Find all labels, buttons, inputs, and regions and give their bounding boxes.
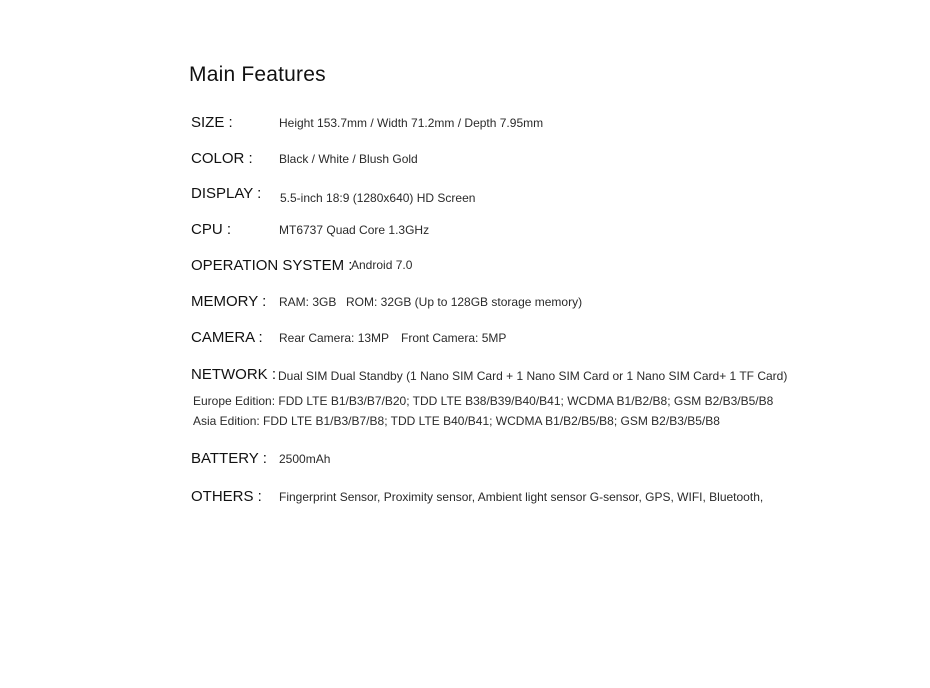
spec-value-ram: RAM: 3GB [279,295,337,309]
spec-label-color: COLOR : [191,150,253,167]
spec-value-size: Height 153.7mm / Width 71.2mm / Depth 7.95mm [279,116,544,130]
spec-value-display: 5.5-inch 18:9 (1280x640) HD Screen [280,191,476,205]
spec-value-front-camera: Front Camera: 5MP [401,331,507,345]
spec-network-europe: Europe Edition: FDD LTE B1/B3/B7/B20; TDD LTE B38/B39/B40/B41; WCDMA B1/B2/B8; GSM B2/B3/B5/B8 [193,394,774,408]
spec-label-camera: CAMERA : [191,329,263,346]
spec-value-os: Android 7.0 [351,258,413,272]
spec-value-network: Dual SIM Dual Standby (1 Nano SIM Card + 1 Nano SIM Card or 1 Nano SIM Card+ 1 TF Card) [278,369,788,383]
spec-value-rear-camera: Rear Camera: 13MP [279,331,390,345]
spec-label-others: OTHERS : [191,488,262,505]
spec-network-asia: Asia Edition: FDD LTE B1/B3/B7/B8; TDD LTE B40/B41; WCDMA B1/B2/B5/B8; GSM B2/B3/B5/B8 [193,414,720,428]
spec-value-others: Fingerprint Sensor, Proximity sensor, Ambient light sensor G-sensor, GPS, WIFI, Bluetooth, [279,490,764,504]
spec-label-network: NETWORK : [191,366,276,383]
spec-value-rom: ROM: 32GB (Up to 128GB storage memory) [346,295,583,309]
spec-label-cpu: CPU : [191,221,232,238]
spec-label-display: DISPLAY : [191,185,262,202]
spec-value-battery: 2500mAh [279,452,331,466]
spec-label-size: SIZE : [191,114,233,131]
page-title: Main Features [189,63,326,86]
spec-value-color: Black / White / Blush Gold [279,152,418,166]
spec-label-os: OPERATION SYSTEM : [191,257,353,274]
spec-label-battery: BATTERY : [191,450,267,467]
spec-value-cpu: MT6737 Quad Core 1.3GHz [279,223,430,237]
spec-label-memory: MEMORY : [191,293,267,310]
